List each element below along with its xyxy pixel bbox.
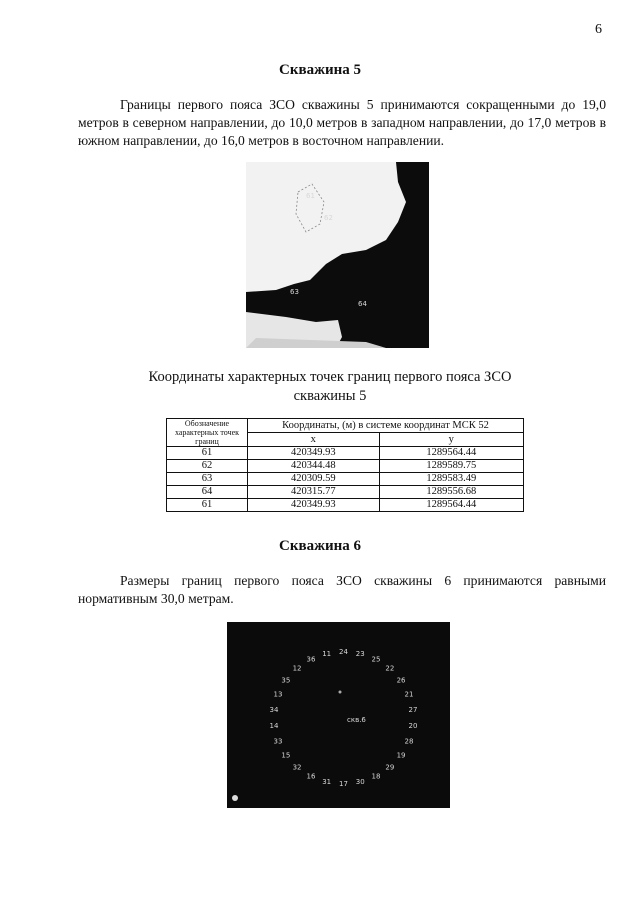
cell-x: 420349.93 (248, 499, 380, 512)
cell-point: 64 (167, 486, 248, 499)
circle-point-label: 34 (269, 706, 279, 714)
circle-point-label: 12 (292, 664, 302, 673)
cell-point: 61 (167, 447, 248, 460)
cell-x: 420309.59 (248, 473, 380, 486)
circle-point-label: 13 (273, 690, 283, 699)
circle-point-label: 18 (371, 772, 381, 781)
circle-point-label: 32 (292, 763, 302, 772)
map-image-well-6 (227, 622, 450, 808)
cell-y: 1289564.44 (379, 499, 523, 512)
cell-x: 420315.77 (248, 486, 380, 499)
table-row (167, 473, 524, 486)
well-center-label: скв.6 (347, 716, 366, 724)
paragraph-well-6 (78, 572, 606, 608)
map-point-label: 61 (306, 192, 315, 200)
cell-point: 61 (167, 499, 248, 512)
table-row (167, 460, 524, 473)
table-row (167, 447, 524, 460)
col-header-coords: Координаты, (м) в системе координат МСК 52 (248, 419, 524, 433)
cell-y: 1289589.75 (379, 460, 523, 473)
map-spot (339, 691, 342, 694)
cell-y: 1289583.49 (379, 473, 523, 486)
col-header-points: Обозначение характерных точек границ (167, 419, 248, 447)
circle-point-label: 29 (385, 763, 395, 772)
circle-point-label: 25 (371, 655, 381, 664)
circle-point-label: 26 (396, 676, 406, 685)
map-spot (232, 795, 238, 801)
map-well-6-svg (227, 622, 450, 808)
circle-point-label: 15 (281, 751, 291, 760)
section-title-well-6: Скважина 6 (279, 538, 361, 554)
table-row (167, 499, 524, 512)
col-header-x: x (248, 433, 380, 447)
map-point-label: 62 (324, 214, 333, 222)
cell-y: 1289556.68 (379, 486, 523, 499)
circle-point-label: 23 (355, 649, 365, 658)
circle-point-label: 36 (306, 655, 316, 664)
circle-point-label: 20 (408, 722, 418, 730)
circle-point-label: 24 (339, 648, 348, 656)
caption-line-1: Координаты характерных точек границ первого пояса ЗСО (148, 369, 512, 385)
circle-point-label: 28 (404, 737, 414, 746)
section-title-well-5: Скважина 5 (279, 62, 361, 78)
map-well-5-svg (246, 162, 429, 348)
table-caption (120, 368, 540, 406)
map-image-well-5 (246, 162, 429, 348)
circle-point-label: 22 (385, 664, 395, 673)
circle-point-label: 16 (306, 772, 316, 781)
caption-line-2: скважины 5 (293, 388, 367, 404)
cell-y: 1289564.44 (379, 447, 523, 460)
circle-point-label: 14 (269, 722, 279, 730)
circle-point-label: 31 (322, 778, 332, 787)
circle-point-label: 19 (396, 751, 406, 760)
circle-point-label: 33 (273, 737, 283, 746)
page-number: 6 (595, 22, 602, 37)
circle-point-label: 17 (339, 780, 348, 788)
table-row (167, 486, 524, 499)
coordinates-table (166, 418, 524, 512)
circle-point-label: 21 (404, 690, 414, 699)
cell-point: 63 (167, 473, 248, 486)
cell-x: 420344.48 (248, 460, 380, 473)
circle-point-label: 11 (322, 649, 332, 658)
map-point-label: 63 (290, 288, 299, 296)
circle-point-label: 30 (355, 778, 365, 787)
paragraph-text: Границы первого пояса ЗСО скважины 5 принимаются сокращенными до 19,0 метров в северном направлении, до 10,0 метров в западном направлении, до 17,0 метров в южном направлении, до 16,0 метров в восточном направлении. (78, 97, 606, 148)
cell-point: 62 (167, 460, 248, 473)
paragraph-well-5 (78, 96, 606, 150)
paragraph-text: Размеры границ первого пояса ЗСО скважины 6 принимаются равными нормативным 30,0 метрам. (78, 573, 606, 606)
circle-point-label: 35 (281, 676, 291, 685)
col-header-y: y (379, 433, 523, 447)
circle-point-label: 27 (408, 706, 418, 714)
map-point-label: 64 (358, 300, 367, 308)
cell-x: 420349.93 (248, 447, 380, 460)
